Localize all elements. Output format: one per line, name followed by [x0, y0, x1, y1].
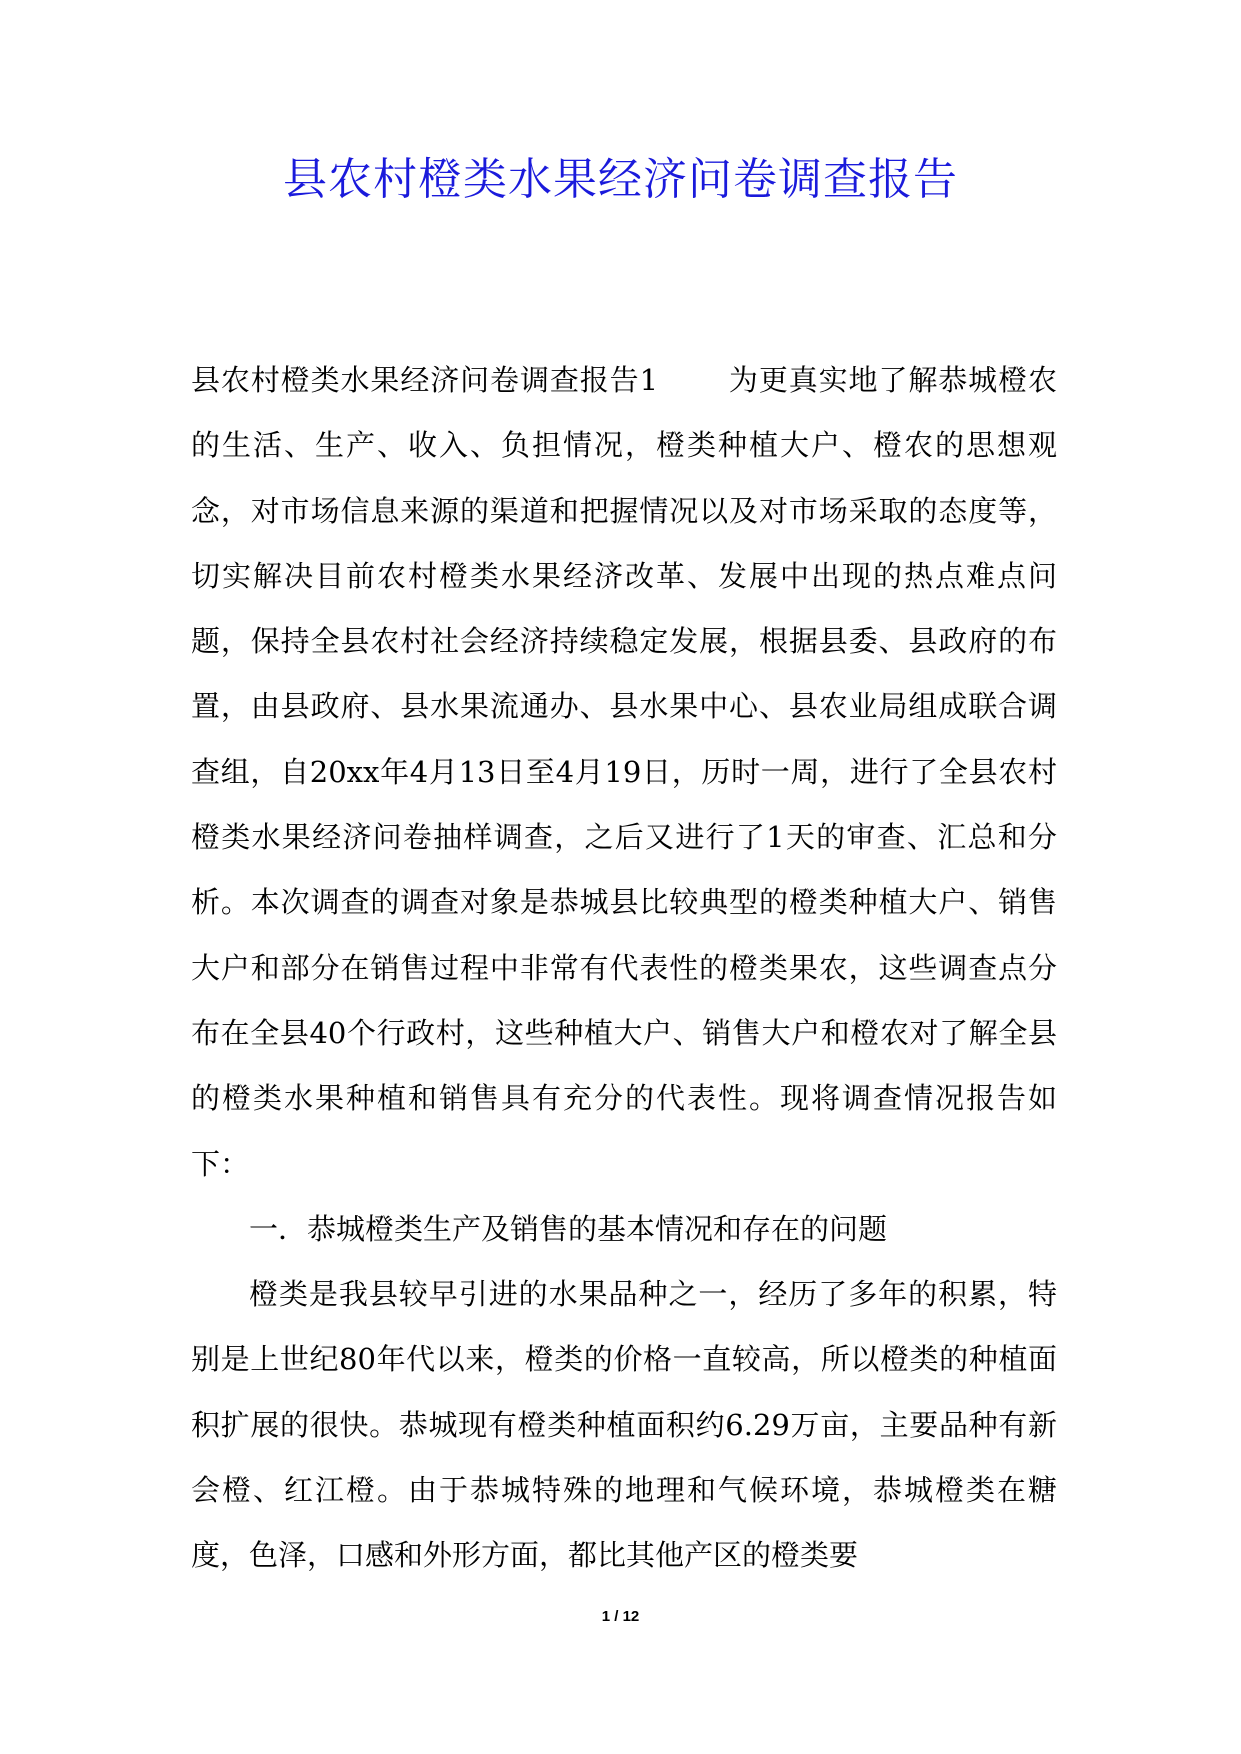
section-paragraph: 橙类是我县较早引进的水果品种之一，经历了多年的积累，特别是上世纪80年代以来，橙类的价格一直较高，所以橙类的种植面积扩展的很快。恭城现有橙类种植面积约6.29万亩，主要品种有新会橙、红江橙。由于恭城特殊的地理和气候环境，恭城橙类在糖度，色泽，口感和外形方面，都比其他产区的橙类要: [191, 1277, 1057, 1573]
page-number: 1 / 12: [601, 1608, 640, 1625]
document-title: 县农村橙类水果经济问卷调查报告: [283, 154, 958, 205]
section-heading: 一．恭城橙类生产及销售的基本情况和存在的问题: [249, 1211, 888, 1246]
intro-text: 为更真实地了解恭城橙农的生活、生产、收入、负担情况，橙类种植大户、橙农的思想观念，对市场信息来源的渠道和把握情况以及对市场采取的态度等，切实解决目前农村橙类水果经济改革、发展中出现的热点难点问题，保持全县农村社会经济持续稳定发展，根据县委、县政府的布置，由县政府、县水果流通办、县水果中心、县农业局组成联合调查组，自20xx年4月13日至4月19日，历时一周，进行了全县农村橙类水果经济问卷抽样调查，之后又进行了1天的审查、汇总和分析。本次调查的调查对象是恭城县比较典型的橙类种植大户、销售大户和部分在销售过程中非常有代表性的橙类果农，这些调查点分布在全县40个行政村，这些种植大户、销售大户和橙农对了解全县的橙类水果种植和销售具有充分的代表性。现将调查情况报告如下：: [191, 363, 1057, 1181]
intro-paragraph: [191, 348, 1057, 1197]
document-body: [191, 348, 1057, 1589]
intro-heading: 县农村橙类水果经济问卷调查报告1: [191, 363, 659, 397]
